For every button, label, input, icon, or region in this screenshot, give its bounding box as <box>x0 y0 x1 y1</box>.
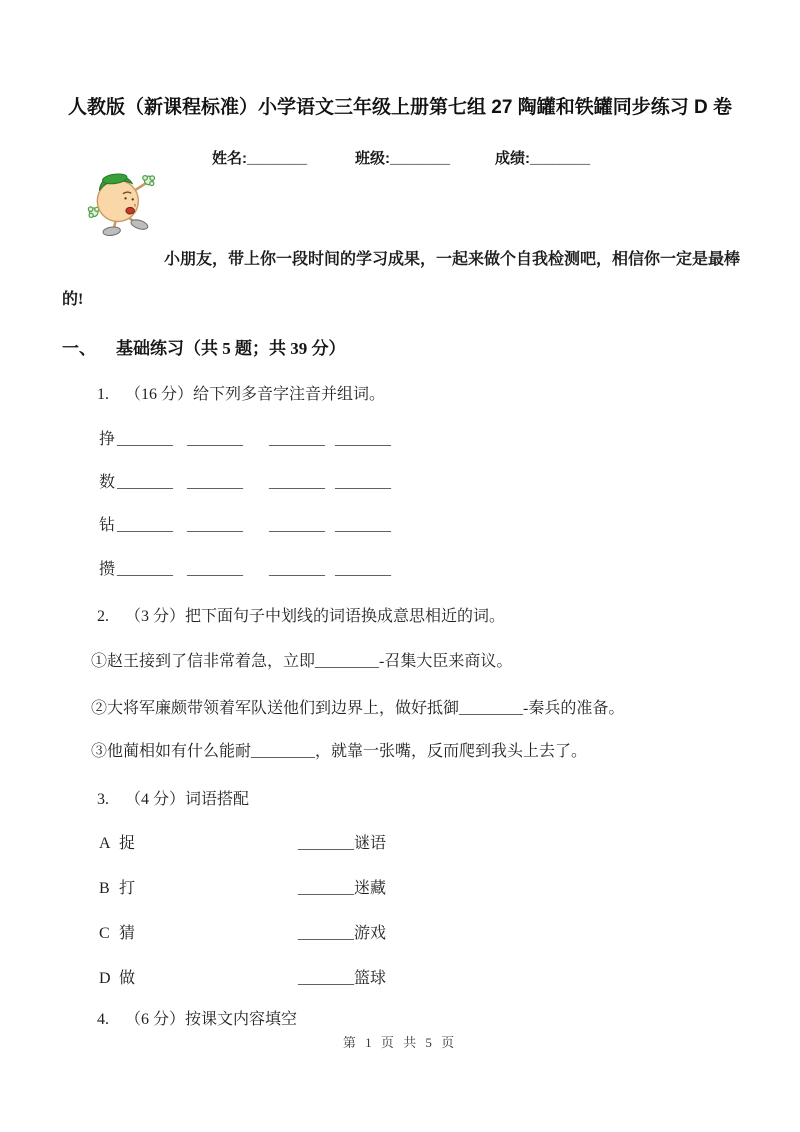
polyphone-char: 钻 <box>99 517 116 534</box>
blank-line: _______ <box>298 925 354 942</box>
section-heading <box>62 334 346 359</box>
sentence-1 <box>91 648 512 671</box>
question-1 <box>97 381 385 404</box>
blank-line: _______ <box>335 474 392 491</box>
blank-line: ________ <box>459 700 524 717</box>
sentence-2 <box>91 695 624 718</box>
match-pair <box>99 830 519 853</box>
blank-line: _______ <box>187 474 244 491</box>
sentence-text: ，就靠一张嘴，反而爬到我头上去了。 <box>315 743 588 760</box>
name-field <box>212 147 307 168</box>
match-noun: 谜语 <box>354 835 387 852</box>
score-field <box>495 147 590 168</box>
sentence-text: ②大将军廉颇带领着军队送他们到边界上，做好抵御 <box>91 700 460 717</box>
name-label: 姓名: <box>212 150 247 167</box>
match-verb: 捉 <box>119 835 136 852</box>
polyphone-row <box>99 426 391 449</box>
match-noun: 篮球 <box>354 970 387 987</box>
question-4 <box>97 1006 297 1029</box>
sentence-text: ③他蔺相如有什么能耐 <box>91 743 252 760</box>
blank-line: _______ <box>117 431 174 448</box>
question-2 <box>97 603 505 626</box>
question-4-text: （6 分）按课文内容填空 <box>125 1011 298 1028</box>
header-fields <box>0 147 800 169</box>
match-verb: 做 <box>119 970 136 987</box>
question-1-text: （16 分）给下列多音字注音并组词。 <box>125 386 386 403</box>
blank-line: _______ <box>269 474 326 491</box>
blank-line: _______ <box>298 970 354 987</box>
class-blank-line: ________ <box>390 151 450 167</box>
intro-paragraph: 小朋友，带上你一段时间的学习成果，一起来做个自我检测吧，相信你一定是最棒的! <box>62 251 741 308</box>
match-letter: B <box>99 880 110 897</box>
polyphone-char: 数 <box>99 474 116 491</box>
match-letter: C <box>99 925 110 942</box>
mascot-illustration <box>86 168 162 238</box>
match-verb: 猜 <box>119 925 136 942</box>
blank-line: _______ <box>298 835 354 852</box>
sentence-text: -秦兵的准备。 <box>523 700 625 717</box>
blank-line: _______ <box>335 561 392 578</box>
question-2-number: 2. <box>97 608 109 625</box>
polyphone-char: 挣 <box>99 431 116 448</box>
shoe <box>130 218 149 231</box>
question-3-text: （4 分）词语搭配 <box>125 791 250 808</box>
blank-line: _______ <box>335 517 392 534</box>
polyphone-row <box>99 512 391 535</box>
sentence-text: -召集大臣来商议。 <box>379 653 513 670</box>
polyphone-char: 攒 <box>99 561 116 578</box>
blank-line: _______ <box>187 431 244 448</box>
match-letter: A <box>99 835 111 852</box>
polyphone-row <box>99 556 391 579</box>
match-verb: 打 <box>119 880 136 897</box>
match-pair <box>99 965 519 988</box>
page-footer: 第 1 页 共 5 页 <box>342 1035 458 1050</box>
blank-line: _______ <box>117 561 174 578</box>
section-index: 一、 <box>62 339 96 358</box>
sentence-3 <box>91 738 587 761</box>
match-letter: D <box>99 970 111 987</box>
match-noun: 游戏 <box>354 925 387 942</box>
mouth <box>126 207 135 214</box>
match-noun: 迷藏 <box>354 880 387 897</box>
blank-line: _______ <box>187 517 244 534</box>
question-2-text: （3 分）把下面句子中划线的词语换成意思相近的词。 <box>125 608 506 625</box>
match-pair <box>99 920 519 943</box>
blank-line: _______ <box>117 474 174 491</box>
name-blank-line: ________ <box>247 151 307 167</box>
class-field <box>355 147 450 168</box>
head <box>97 180 138 221</box>
blank-line: _______ <box>335 431 392 448</box>
score-label: 成绩: <box>495 150 530 167</box>
question-4-number: 4. <box>97 1011 109 1028</box>
match-pair <box>99 875 519 898</box>
sentence-text: ①赵王接到了信非常着急，立即 <box>91 653 316 670</box>
blank-line: _______ <box>117 517 174 534</box>
page-title: 人教版（新课程标准）小学语文三年级上册第七组 27 陶罐和铁罐同步练习 D 卷 <box>68 97 732 118</box>
score-blank-line: ________ <box>530 151 590 167</box>
blank-line: _______ <box>298 880 354 897</box>
polyphone-row <box>99 469 391 492</box>
class-label: 班级: <box>355 150 390 167</box>
blank-line: _______ <box>187 561 244 578</box>
question-3 <box>97 786 249 809</box>
shoe <box>102 226 120 237</box>
question-3-number: 3. <box>97 791 109 808</box>
blank-line: _______ <box>269 561 326 578</box>
blank-line: _______ <box>269 431 326 448</box>
blank-line: _______ <box>269 517 326 534</box>
blank-line: ________ <box>315 653 380 670</box>
blank-line: ________ <box>251 743 316 760</box>
section-title: 基础练习（共 5 题；共 39 分） <box>116 339 346 358</box>
question-1-number: 1. <box>97 386 109 403</box>
